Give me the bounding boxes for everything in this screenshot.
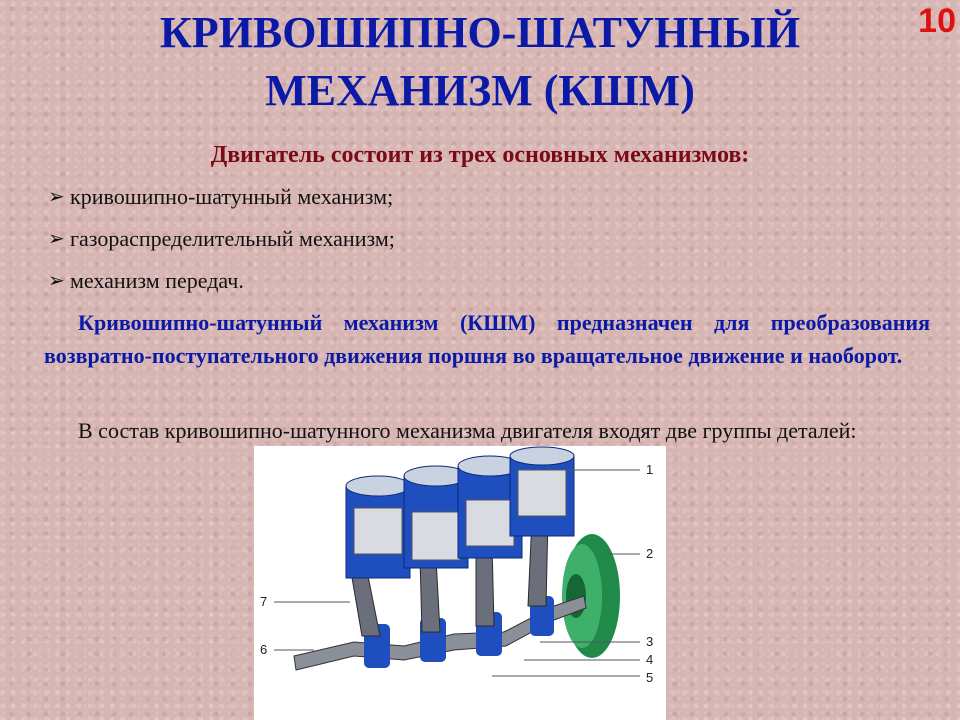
arrow-bullet-icon: ➢ [48, 186, 65, 208]
callout-label: 2 [646, 546, 654, 561]
cylinder-1 [346, 476, 410, 578]
bullet-text: механизм передач. [70, 268, 244, 293]
subtitle: Двигатель состоит из трех основных механизмов: [210, 142, 750, 168]
list-item [48, 184, 395, 226]
groups-paragraph: В состав кривошипно-шатунного механизма двигателя входят две группы деталей: [78, 418, 857, 443]
list-item [48, 226, 395, 268]
arrow-bullet-icon: ➢ [48, 228, 65, 250]
callout-label: 7 [260, 594, 268, 609]
callout-label: 5 [646, 670, 654, 685]
callout-label: 4 [646, 652, 654, 667]
definition-paragraph: Кривошипно-шатунный механизм (КШМ) предназначен для преобразования возвратно-поступательного движения поршня во вращательное движение и наоборот. [44, 310, 930, 368]
mechanism-drawing [254, 446, 666, 720]
crank-mechanism-illustration [254, 446, 666, 720]
cylinder-4 [510, 447, 574, 536]
arrow-bullet-icon: ➢ [48, 270, 65, 292]
callout-label: 6 [260, 642, 268, 657]
callout-label: 1 [646, 462, 654, 477]
slide-number: 10 [918, 2, 956, 40]
bullet-text: газораспределительный механизм; [70, 226, 395, 251]
list-item [48, 268, 395, 310]
callout-label: 3 [646, 634, 654, 649]
bullet-text: кривошипно-шатунный механизм; [70, 184, 394, 209]
bullet-list [48, 184, 395, 310]
slide-title: КРИВОШИПНО-ШАТУННЫЙ МЕХАНИЗМ (КШМ) [159, 8, 801, 115]
